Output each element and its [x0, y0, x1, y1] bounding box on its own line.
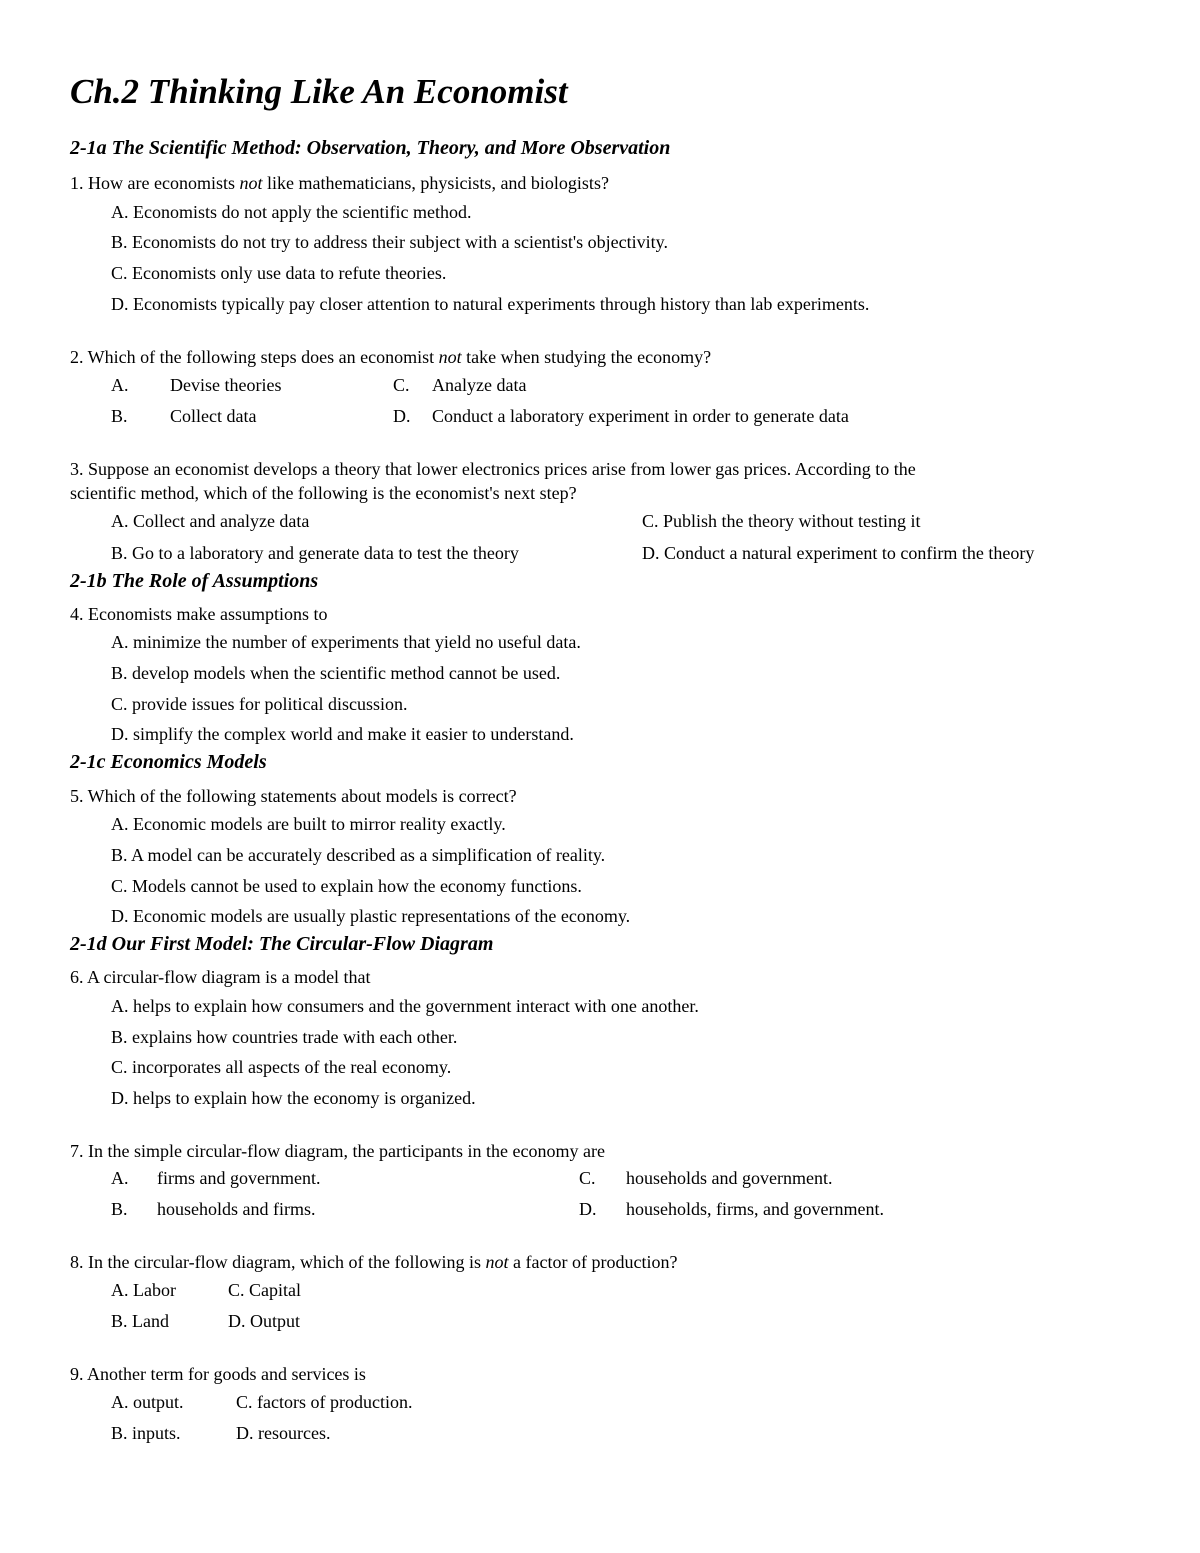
question-3-option-d: D. Conduct a natural experiment to confirm the theory [642, 543, 1035, 563]
question-9-option-c: C. factors of production. [236, 1392, 413, 1412]
question-2-text-post: take when studying the economy? [461, 347, 712, 367]
question-9-option-a: A. output. [111, 1392, 184, 1412]
section-heading-2-1b: 2-1b The Role of Assumptions [70, 570, 319, 592]
question-2-option-c: Analyze data [432, 375, 527, 395]
section-heading-2-1d: 2-1d Our First Model: The Circular-Flow Diagram [70, 933, 494, 955]
question-1-emphasis: not [239, 173, 263, 193]
question-9-option-b: B. inputs. [111, 1423, 181, 1443]
question-2-option-d-letter: D. [393, 406, 411, 426]
page-title: Ch.2 Thinking Like An Economist [70, 72, 568, 111]
question-2-option-b: Collect data [170, 406, 257, 426]
question-5-stem: 5. Which of the following statements about models is correct? [70, 786, 517, 806]
question-1-option-b: B. Economists do not try to address their subject with a scientist's objectivity. [111, 232, 668, 252]
question-2-option-c-letter: C. [393, 375, 410, 395]
question-8-stem [70, 1252, 677, 1273]
question-8-emphasis: not [485, 1252, 509, 1272]
question-9-stem: 9. Another term for goods and services is [70, 1364, 366, 1384]
section-heading-2-1a: 2-1a The Scientific Method: Observation, Theory, and More Observation [70, 137, 671, 159]
question-6-option-b: B. explains how countries trade with each other. [111, 1027, 458, 1047]
question-3-option-c: C. Publish the theory without testing it [642, 511, 921, 531]
question-7-option-a: firms and government. [157, 1168, 321, 1188]
question-1-text-pre: 1. How are economists [70, 173, 240, 193]
question-8-text-pre: 8. In the circular-flow diagram, which of the following is [70, 1252, 486, 1272]
question-1-option-d: D. Economists typically pay closer attention to natural experiments through history than lab experiments. [111, 294, 870, 314]
question-2-option-d: Conduct a laboratory experiment in order to generate data [432, 406, 849, 426]
question-3-option-a: A. Collect and analyze data [111, 511, 310, 531]
question-8-option-a: A. Labor [111, 1280, 176, 1300]
question-7-option-c: households and government. [626, 1168, 833, 1188]
question-2-option-a: Devise theories [170, 375, 282, 395]
question-7-option-a-letter: A. [111, 1168, 129, 1188]
question-7-option-d: households, firms, and government. [626, 1199, 884, 1219]
question-2-emphasis: not [438, 347, 462, 367]
question-1-option-a: A. Economists do not apply the scientific method. [111, 202, 472, 222]
question-7-option-c-letter: C. [579, 1168, 596, 1188]
question-3-stem-line-2: scientific method, which of the following is the economist's next step? [70, 483, 577, 503]
question-7-option-b: households and firms. [157, 1199, 316, 1219]
question-3-option-b: B. Go to a laboratory and generate data to test the theory [111, 543, 519, 563]
question-5-option-b: B. A model can be accurately described as a simplification of reality. [111, 845, 606, 865]
question-1-stem [70, 173, 609, 194]
question-4-option-d: D. simplify the complex world and make it easier to understand. [111, 724, 574, 744]
question-8-option-b: B. Land [111, 1311, 169, 1331]
question-2-text-pre: 2. Which of the following steps does an economist [70, 347, 439, 367]
question-1-option-c: C. Economists only use data to refute theories. [111, 263, 447, 283]
question-6-option-a: A. helps to explain how consumers and the government interact with one another. [111, 996, 699, 1016]
question-8-option-d: D. Output [228, 1311, 300, 1331]
question-4-option-b: B. develop models when the scientific method cannot be used. [111, 663, 561, 683]
question-6-option-c: C. incorporates all aspects of the real economy. [111, 1057, 452, 1077]
question-5-option-c: C. Models cannot be used to explain how the economy functions. [111, 876, 582, 896]
question-6-stem: 6. A circular-flow diagram is a model that [70, 967, 371, 987]
question-4-option-a: A. minimize the number of experiments that yield no useful data. [111, 632, 581, 652]
question-5-option-d: D. Economic models are usually plastic representations of the economy. [111, 906, 631, 926]
question-1-text-post: like mathematicians, physicists, and biologists? [262, 173, 609, 193]
question-8-option-c: C. Capital [228, 1280, 301, 1300]
question-7-option-b-letter: B. [111, 1199, 128, 1219]
question-4-stem: 4. Economists make assumptions to [70, 604, 328, 624]
question-2-option-b-letter: B. [111, 406, 128, 426]
question-4-option-c: C. provide issues for political discussion. [111, 694, 408, 714]
section-heading-2-1c: 2-1c Economics Models [70, 751, 267, 773]
question-2-stem [70, 347, 711, 368]
question-6-option-d: D. helps to explain how the economy is organized. [111, 1088, 476, 1108]
question-7-stem: 7. In the simple circular-flow diagram, the participants in the economy are [70, 1141, 605, 1161]
question-3-stem-line-1: 3. Suppose an economist develops a theory that lower electronics prices arise from lower gas prices. According to the [70, 459, 916, 479]
question-2-option-a-letter: A. [111, 375, 129, 395]
question-8-text-post: a factor of production? [508, 1252, 678, 1272]
question-9-option-d: D. resources. [236, 1423, 331, 1443]
question-5-option-a: A. Economic models are built to mirror reality exactly. [111, 814, 506, 834]
question-7-option-d-letter: D. [579, 1199, 597, 1219]
